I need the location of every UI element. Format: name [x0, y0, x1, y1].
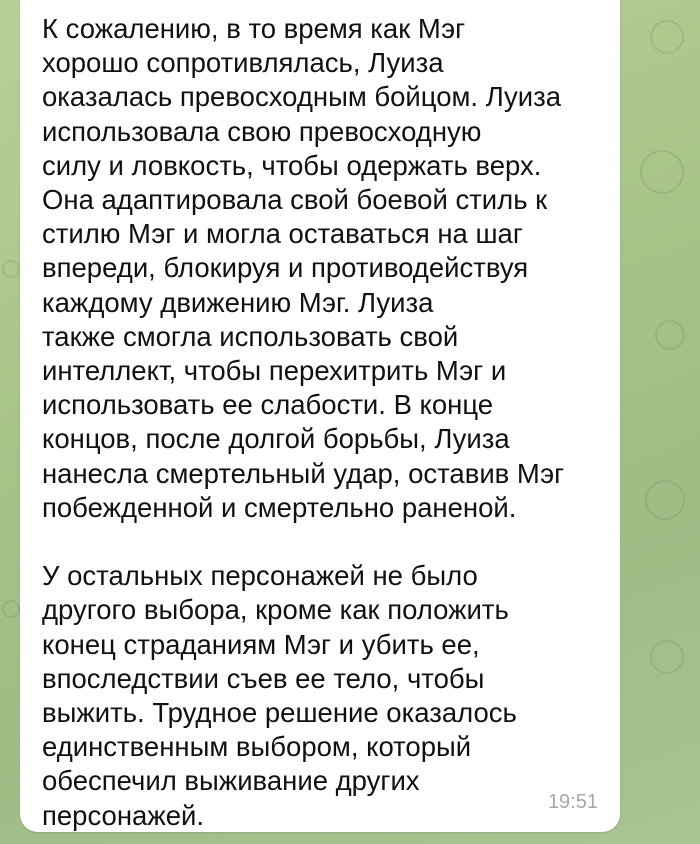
- message-bubble[interactable]: [20, 0, 620, 832]
- wallpaper-doodle: [650, 20, 684, 54]
- wallpaper-doodle: [2, 600, 20, 618]
- message-timestamp: 19:51: [547, 791, 598, 813]
- wallpaper-doodle: [650, 640, 684, 674]
- wallpaper-doodle: [2, 260, 20, 278]
- message-text: К сожалению, в то время как Мэг хорошо сопротивлялась, Луиза оказалась превосходным бойцом. Луиза использовала свою превосходную силу и ловкость, чтобы одержать верх. Она адаптировала свой боевой стиль к стилю Мэг и могла оставаться на шаг впереди, блокируя и противодействуя каждому движению Мэг. Луиза также смогла использовать свой интеллект, чтобы перехитрить Мэг и использовать ее слабости. В конце концов, после долгой борьбы, Луиза нанесла смертельный удар, оставив Мэг побежденной и смертельно раненой. У остальных персонажей не было другого выбора, кроме как положить конец страданиям Мэг и убить ее, впоследствии съев ее тело, чтобы выжить. Трудное решение оказалось единственным выбором, который обеспечил выживание других персонажей.: [42, 13, 565, 831]
- wallpaper-doodle: [645, 480, 685, 520]
- wallpaper-doodle: [640, 150, 684, 194]
- wallpaper-doodle: [655, 320, 685, 350]
